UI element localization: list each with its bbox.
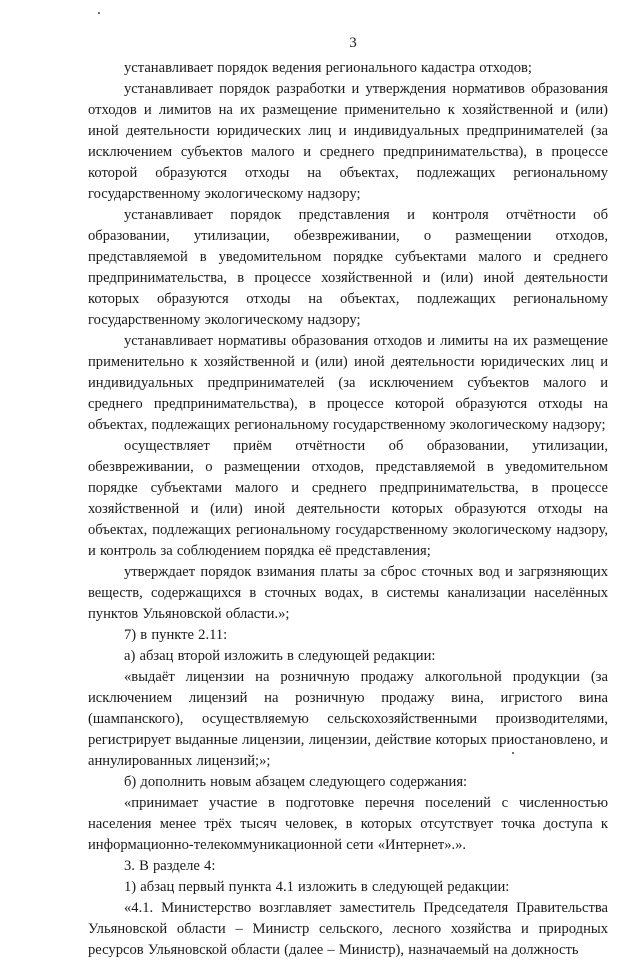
paragraph: утверждает порядок взимания платы за сброс сточных вод и загрязняющих веществ, содержащихся в сточных водах, в системы канализации населённых пунктов Ульяновской области.»; [88,564,608,622]
paragraph: устанавливает нормативы образования отходов и лимиты на их размещение применительно к хозяйственной и (или) иной деятельности юридических лиц и индивидуальных предпринимателей (за исключением субъектов малого и среднего предпринимательства), в процессе которой образуются отходы на объектах, подлежащих региональному государственному экологическому надзору; [88,333,608,433]
paragraph: а) абзац второй изложить в следующей редакции: [124,648,436,664]
paragraph: 7) в пункте 2.11: [124,627,228,643]
paragraph: б) дополнить новым абзацем следующего содержания: [124,774,468,790]
paragraph: «4.1. Министерство возглавляет заместитель Председателя Правительства Ульяновской области – Министр сельского, лесного хозяйства и природных ресурсов Ульяновской области (далее – Министр), назначаемый на должность [88,900,608,958]
scan-artifact [98,12,100,14]
paragraph: устанавливает порядок представления и контроля отчётности об образовании, утилизации, обезвреживании, о размещении отходов, представляемой в уведомительном порядке субъектами малого и среднего предпринимательства, в процессе хозяйственной и (или) иной деятельности которых образуются отходы на объектах, подлежащих региональному государственному экологическому надзору; [88,207,608,328]
paragraph: устанавливает порядок ведения регионального кадастра отходов; [124,60,532,76]
document-body [88,58,608,961]
paragraph: осуществляет приём отчётности об образовании, утилизации, обезвреживании, о размещении отходов, представляемой в уведомительном порядке субъектами малого и среднего предпринимательства, в процессе хозяйственной и (или) иной деятельности которых образуются отходы на объектах, подлежащих региональному государственному экологическому надзору, и контроль за соблюдением порядка её представления; [88,438,608,559]
paragraph: «принимает участие в подготовке перечня поселений с численностью населения менее трёх тысяч человек, в которых отсутствует точка доступа к информационно-телекоммуникационной сети «Интернет».». [88,795,608,853]
paragraph: устанавливает порядок разработки и утверждения нормативов образования отходов и лимитов на их размещение применительно к хозяйственной и (или) иной деятельности юридических лиц и индивидуальных предпринимателей (за исключением субъектов малого и среднего предпринимательства), в процессе которой образуются отходы на объектах, подлежащих региональному государственному экологическому надзору; [88,81,608,202]
paragraph: 3. В разделе 4: [124,858,216,874]
page-number: 3 [349,35,357,51]
paragraph: 1) абзац первый пункта 4.1 изложить в следующей редакции: [124,879,510,895]
paragraph: «выдаёт лицензии на розничную продажу алкогольной продукции (за исключением лицензий на розничную продажу вина, игристого вина (шампанского), осуществляемую сельскохозяйственными производителями, регистрирует выданные лицензии, лицензии, действие которых приостановлено, и аннулированных лицензий;»; [88,669,608,769]
scan-artifact [512,752,514,754]
